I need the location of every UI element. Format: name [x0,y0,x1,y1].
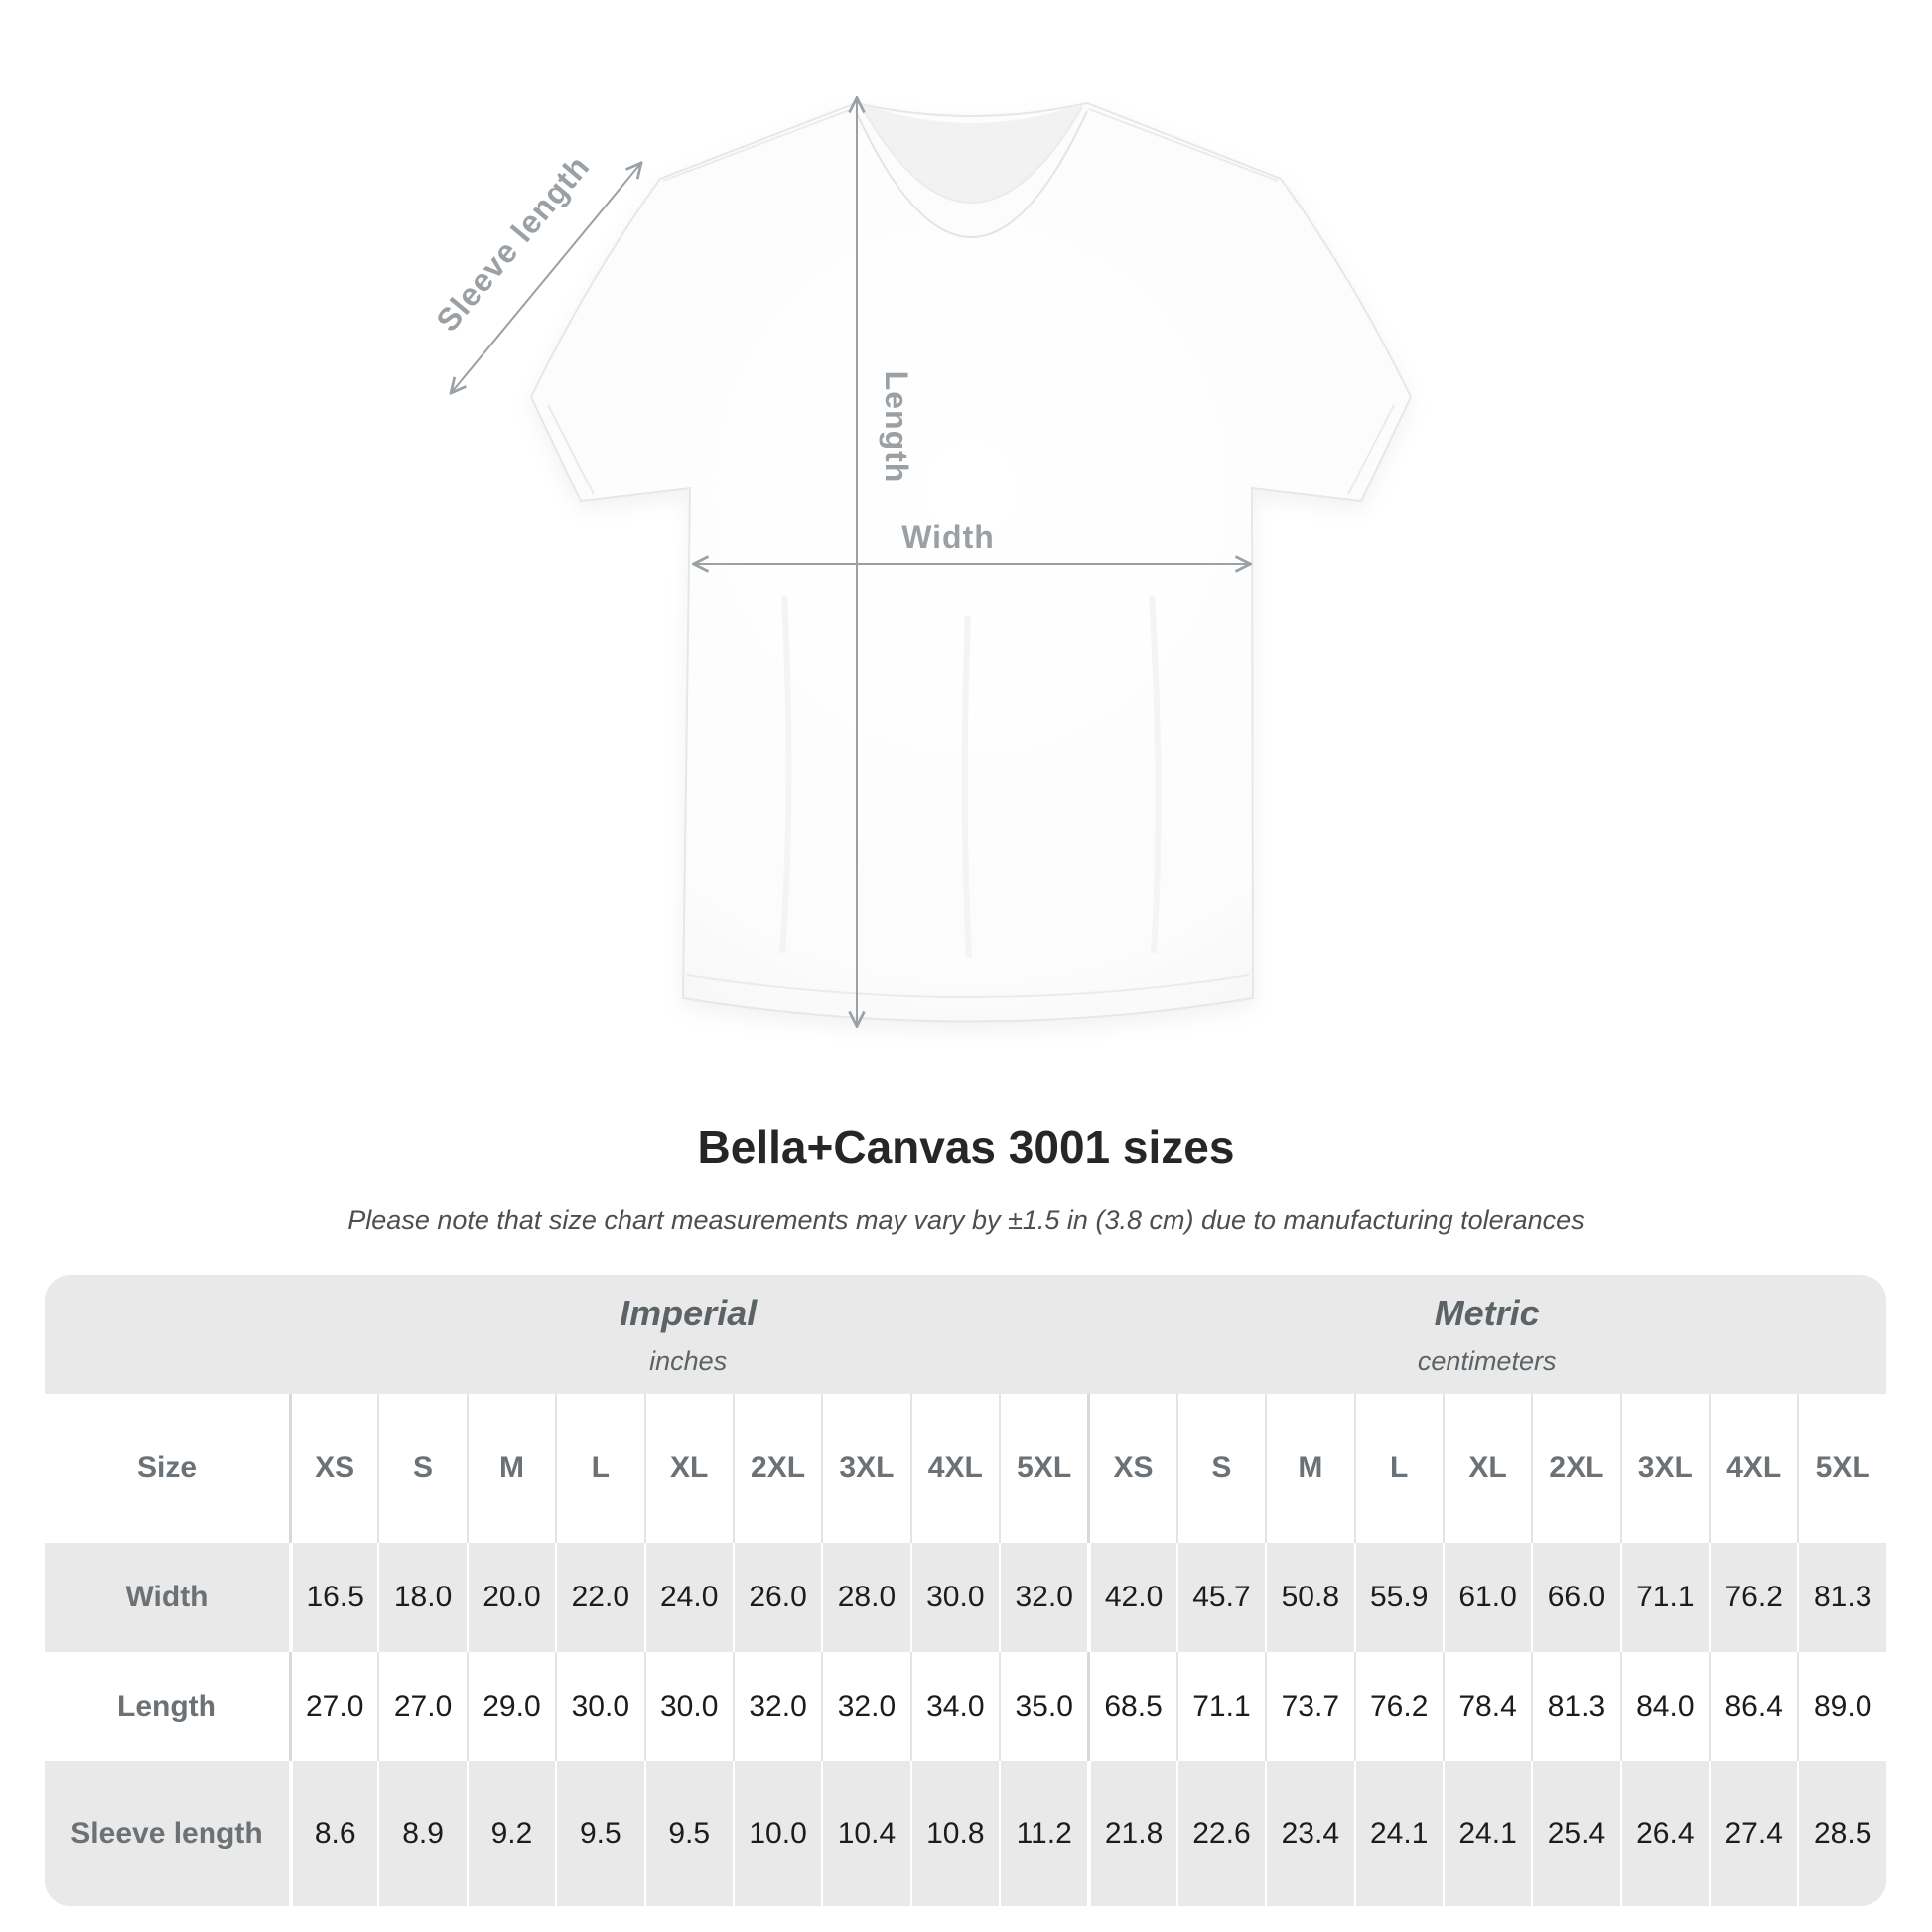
value-cell: 24.1 [1354,1761,1443,1906]
size-column-label: Size [136,1451,198,1484]
value-cell: 89.0 [1797,1652,1886,1761]
metric-group-header [1087,1275,1886,1394]
size-header-cell: 3XL [1620,1394,1709,1543]
row-label: Width [125,1581,208,1613]
value-cell: 8.9 [377,1761,466,1906]
value-cell: 81.3 [1797,1543,1886,1652]
value-cell: 27.0 [377,1652,466,1761]
size-header-cell: 5XL [999,1394,1087,1543]
value-cell: 29.0 [467,1652,555,1761]
value-cell: 78.4 [1443,1652,1531,1761]
value-cell: 10.8 [910,1761,999,1906]
value-cell: 9.2 [467,1761,555,1906]
value-cell: 32.0 [999,1543,1087,1652]
value-cell: 27.4 [1709,1761,1797,1906]
value-cell: 22.0 [555,1543,643,1652]
size-header-cell: L [1354,1394,1443,1543]
value-cell: 18.0 [377,1543,466,1652]
value-cell: 23.4 [1265,1761,1353,1906]
value-cell: 73.7 [1265,1652,1353,1761]
value-cell: 55.9 [1354,1543,1443,1652]
size-header-cell: 5XL [1797,1394,1886,1543]
size-header-cell: 4XL [1709,1394,1797,1543]
sleeve-length-row [45,1761,1886,1906]
value-cell: 26.0 [733,1543,821,1652]
value-cell: 9.5 [555,1761,643,1906]
imperial-group-header [289,1275,1087,1394]
value-cell: 45.7 [1176,1543,1265,1652]
width-label: Width [901,519,995,555]
value-cell: 42.0 [1087,1543,1175,1652]
page-subtitle: Please note that size chart measurements may vary by ±1.5 in (3.8 cm) due to manufacturing tolerances [347,1205,1585,1235]
value-cell: 10.4 [821,1761,909,1906]
size-header-cell: 2XL [1531,1394,1619,1543]
imperial-label: Imperial [620,1292,758,1333]
imperial-unit-label: inches [649,1345,728,1376]
tshirt-graphic [531,103,1411,1022]
size-header-cell: 4XL [910,1394,999,1543]
value-cell: 11.2 [999,1761,1087,1906]
value-cell: 61.0 [1443,1543,1531,1652]
value-cell: 24.1 [1443,1761,1531,1906]
size-header-cell: M [467,1394,555,1543]
value-cell: 71.1 [1620,1543,1709,1652]
value-cell: 30.0 [555,1652,643,1761]
size-header-cell: M [1265,1394,1353,1543]
value-cell: 24.0 [644,1543,733,1652]
size-table-grid [45,1275,1886,1906]
row-label: Length [117,1690,216,1723]
value-cell: 30.0 [910,1543,999,1652]
size-header-cell: XL [644,1394,733,1543]
value-cell: 68.5 [1087,1652,1175,1761]
metric-unit-label: centimeters [1417,1345,1557,1376]
value-cell: 66.0 [1531,1543,1619,1652]
value-cell: 10.0 [733,1761,821,1906]
size-header-cell: XS [289,1394,377,1543]
sleeve-length-label: Sleeve length [429,148,597,339]
value-cell: 27.0 [289,1652,377,1761]
value-cell: 16.5 [289,1543,377,1652]
value-cell: 28.0 [821,1543,909,1652]
value-cell: 84.0 [1620,1652,1709,1761]
size-header-cell: S [377,1394,466,1543]
value-cell: 21.8 [1087,1761,1175,1906]
value-cell: 25.4 [1531,1761,1619,1906]
value-cell: 35.0 [999,1652,1087,1761]
size-header-cell: XL [1443,1394,1531,1543]
value-cell: 50.8 [1265,1543,1353,1652]
value-cell: 81.3 [1531,1652,1619,1761]
value-cell: 71.1 [1176,1652,1265,1761]
size-table [45,1275,1886,1906]
value-cell: 28.5 [1797,1761,1886,1906]
value-cell: 30.0 [644,1652,733,1761]
tshirt-body [531,103,1411,1022]
value-cell: 76.2 [1709,1543,1797,1652]
size-header-cell: S [1176,1394,1265,1543]
length-label: Length [879,370,914,483]
value-cell: 20.0 [467,1543,555,1652]
size-header-cell: 3XL [821,1394,909,1543]
value-cell: 34.0 [910,1652,999,1761]
unit-header-spacer [45,1275,289,1394]
value-cell: 86.4 [1709,1652,1797,1761]
value-cell: 26.4 [1620,1761,1709,1906]
size-header-cell: L [555,1394,643,1543]
value-cell: 76.2 [1354,1652,1443,1761]
page-title: Bella+Canvas 3001 sizes [697,1121,1235,1173]
width-row [45,1543,1886,1652]
value-cell: 8.6 [289,1761,377,1906]
metric-label: Metric [1434,1292,1540,1333]
value-cell: 22.6 [1176,1761,1265,1906]
size-header-row [45,1394,1886,1543]
row-label: Sleeve length [70,1817,263,1850]
unit-header-row [45,1275,1886,1394]
value-cell: 9.5 [644,1761,733,1906]
size-header-cell: XS [1087,1394,1175,1543]
size-header-cell: 2XL [733,1394,821,1543]
length-row [45,1652,1886,1761]
value-cell: 32.0 [821,1652,909,1761]
value-cell: 32.0 [733,1652,821,1761]
